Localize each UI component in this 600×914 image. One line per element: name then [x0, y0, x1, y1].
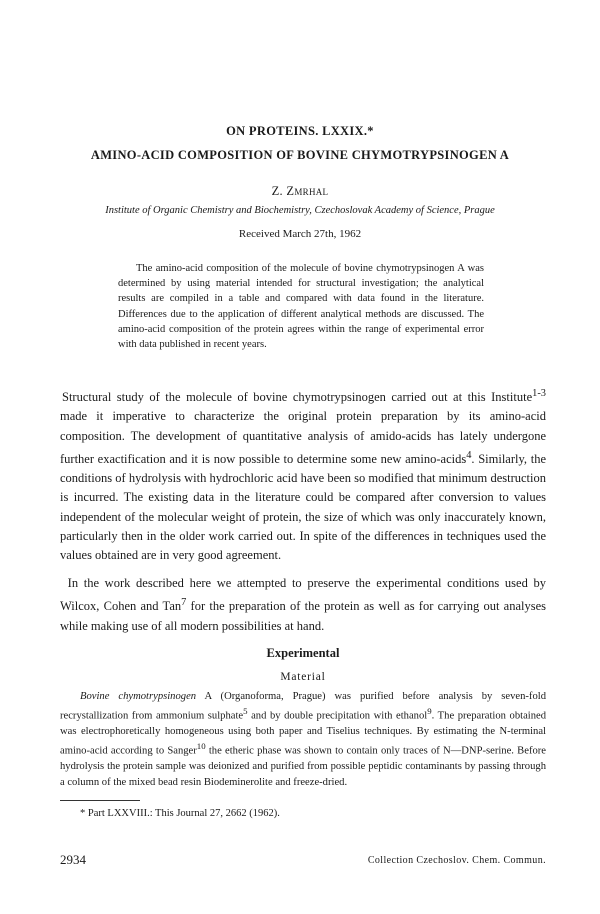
p2-text-a: In the work described here we attempted to preserve the experimental conditions used by Wilcox, Cohen and Tan: [60, 576, 546, 614]
subsection-heading-material: Material: [280, 671, 326, 683]
material-text-c: . The preparation obtained was electrophoretically homogeneous using both paper and Tiselius techniques. By estimating the N-terminal amino-acid according to Sanger: [60, 710, 547, 757]
material-text-b: and by double precipitation with ethanol: [247, 710, 428, 722]
p2-text-b: for the preparation of the protein as well as for carrying out analyses while making use of all modern possibilities at hand.: [60, 599, 546, 633]
footnote: * Part LXXVIII.: This Journal 27, 2662 (1962).: [80, 808, 280, 819]
affiliation: Institute of Organic Chemistry and Biochemistry, Czechoslovak Academy of Science, Prague: [105, 205, 495, 216]
citation-5: 5: [243, 706, 248, 717]
journal-name: Collection Czechoslov. Chem. Commun.: [367, 855, 546, 866]
material-text-a: A (Organoforma, Prague) was purified before analysis by seven-fold recrystallization from ammonium sulphate: [60, 691, 546, 722]
p1-text-a: Structural study of the molecule of bovine chymotrypsinogen carried out at this Institute: [62, 390, 533, 405]
paragraph-intro: [60, 384, 546, 565]
received-date: Received March 27th, 1962: [238, 228, 362, 240]
article-title: AMINO-ACID COMPOSITION OF BOVINE CHYMOTRYPSINOGEN A: [90, 148, 510, 162]
p1-text-c: . Similarly, the conditions of hydrolysis with hydrochloric acid have been so modified that minimum destruction is incurred. The existing data in the literature could be compared after conversion to values independent of the molecular weight of protein, the size of which was only inaccurately known, particularly then in the older work carried out. In spite of the differences in techniques used the values obtained are in very good agreement.: [60, 451, 546, 562]
footnote-divider: [60, 800, 140, 801]
citation-4: 4: [466, 449, 472, 461]
article-title-series: ON PROTEINS. LXXIX.*: [226, 124, 374, 138]
section-heading-experimental: Experimental: [266, 646, 340, 660]
material-italic-name: Bovine chymotrypsinogen: [80, 691, 197, 702]
citation-7: 7: [181, 597, 187, 609]
abstract: The amino-acid composition of the molecule of bovine chymotrypsinogen A was determined by using material intended for structural investigation; the analytical results are compiled in a table and compared with data found in the literature. Differences due to the application of different analytical methods are discussed. The amino-acid composition of the protein agrees within the range of experimental error with data published in recent years.: [118, 263, 484, 351]
material-text-d: the etheric phase was shown to contain only traces of N—DNP-serine. Before hydrolysis the protein sample was deionized and purified from possible peptidic contaminants by passing through a column of the mixed bead resin Biodeminerolite and freeze-dried.: [60, 745, 546, 788]
page-number: 2934: [60, 852, 86, 867]
citation-9: 9: [427, 706, 432, 717]
citation-1-3: 1-3: [532, 388, 546, 399]
citation-10: 10: [196, 741, 206, 752]
paragraph-aim: [60, 574, 546, 636]
author: Z. Zmrhal: [271, 184, 329, 198]
p1-text-b: made it imperative to characterize the original protein preparation by its amino-acid composition. The development of quantitative analysis of amido-acids has lately undergone further exactification and it is now possible to determine some new amino-acids: [60, 409, 546, 466]
paragraph-material: [60, 689, 546, 790]
